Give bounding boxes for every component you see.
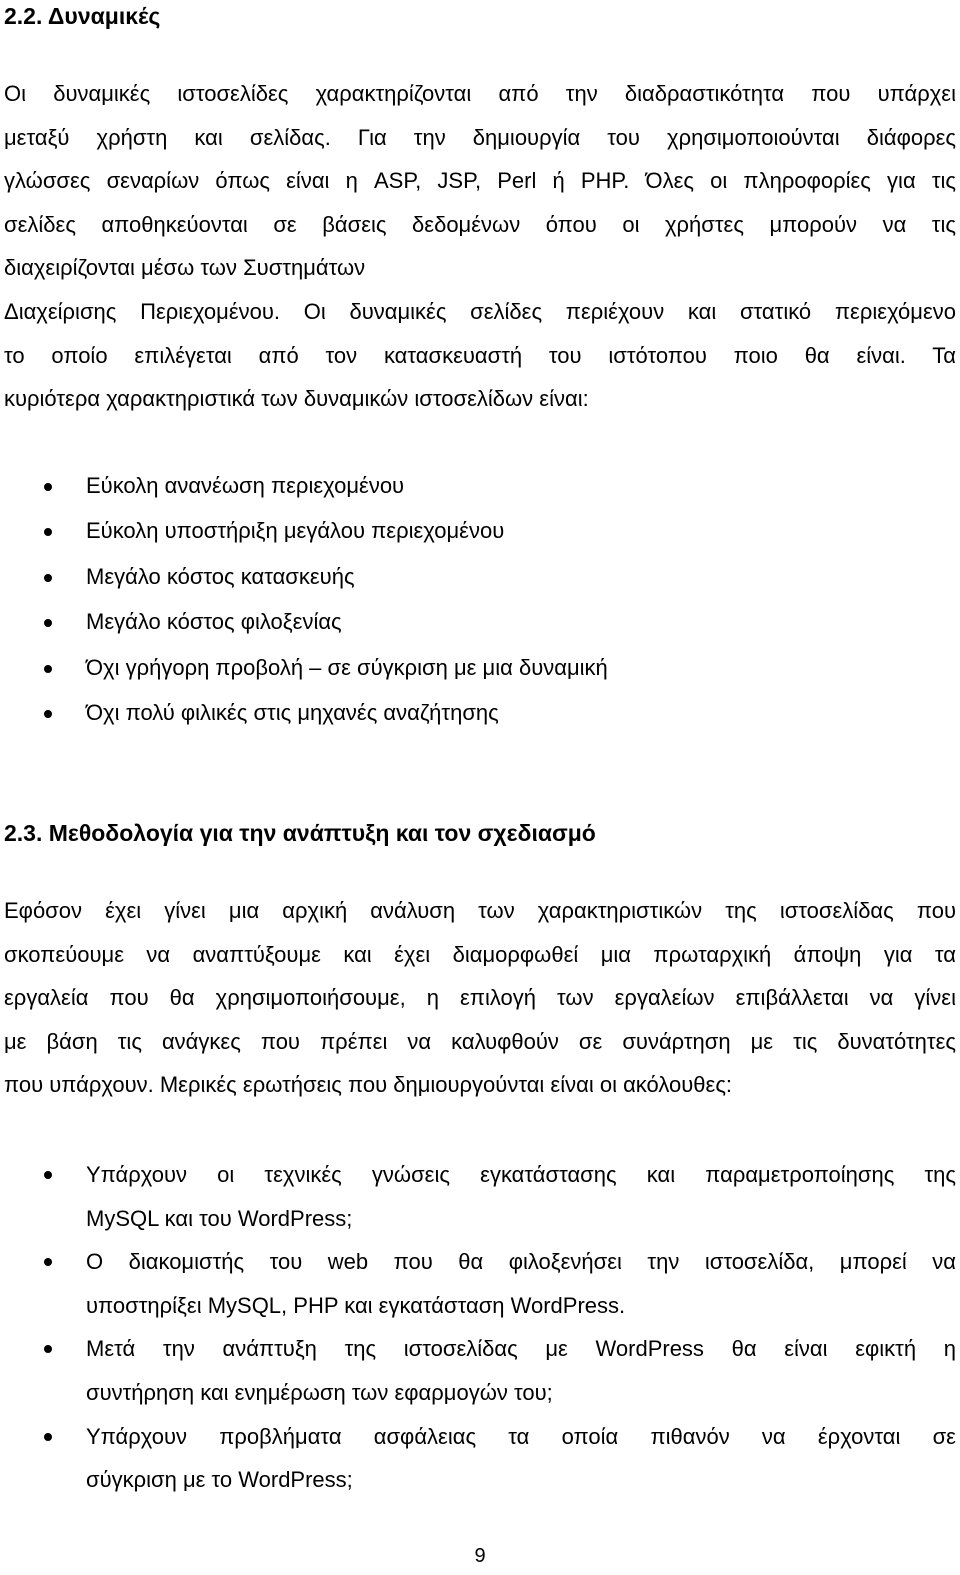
bullet-icon [44,574,52,582]
bullet-icon [44,483,52,491]
questions-bullet-list [0,1153,956,1502]
list-item-line: σύγκριση με το WordPress; [86,1467,353,1493]
list-item-text: Όχι γρήγορη προβολή – σε σύγκριση με μια δυναμική [86,654,608,680]
page-number: 9 [474,1545,486,1567]
section-2-3-paragraph [4,889,956,1107]
list-item-line: συντήρηση και ενημέρωση των εφαρμογών του; [86,1379,553,1405]
paragraph-line: εργαλεία που θα χρησιμοποιήσουμε, η επιλογή των εργαλείων επιβάλλεται να γίνει [4,985,956,1011]
bullet-icon [44,1345,52,1353]
list-item [0,1415,956,1502]
list-item-text: Μεγάλο κόστος κατασκευής [86,563,355,589]
list-item-text: Μεγάλο κόστος φιλοξενίας [86,609,342,635]
paragraph-line: με βάση τις ανάγκες που πρέπει να καλυφθούν σε συνάρτηση με τις δυνατότητες [4,1028,956,1054]
paragraph-line: το οποίο επιλέγεται από τον κατασκευαστή του ιστότοπου ποιο θα είναι. Τα [4,342,956,368]
paragraph-line: σελίδες αποθηκεύονται σε βάσεις δεδομένων όπου οι χρήστες μπορούν να τις [4,211,956,237]
paragraph-line: γλώσσες σεναρίων όπως είναι η ASP, JSP, Perl ή PHP. Όλες οι πληροφορίες για τις [4,168,956,194]
section-heading-2-3: 2.3. Μεθοδολογία για την ανάπτυξη και τον σχεδιασμό [4,820,596,846]
list-item-text: Εύκολη υποστήριξη μεγάλου περιεχομένου [86,518,505,544]
list-item [0,562,956,607]
section-heading-2-2: 2.2. Δυναμικές [4,3,161,29]
paragraph-line: σκοπεύουμε να αναπτύξουμε και έχει διαμορφωθεί μια πρωταρχική άποψη για τα [4,941,956,967]
list-item [0,698,956,743]
list-item-line: υποστηρίξει MySQL, PHP και εγκατάσταση WordPress. [86,1292,626,1318]
bullet-icon [44,619,52,627]
paragraph-line: Διαχείρισης Περιεχομένου. Οι δυναμικές σελίδες περιέχουν και στατικό περιεχόμενο [4,298,956,324]
paragraph-line: μεταξύ χρήστη και σελίδας. Για την δημιουργία του χρησιμοποιούνται διάφορες [4,124,956,150]
section-2-2-paragraph [4,72,956,421]
list-item-text: Όχι πολύ φιλικές στις μηχανές αναζήτησης [86,699,499,725]
list-item-line: MySQL και του WordPress; [86,1205,353,1231]
list-item-text: Εύκολη ανανέωση περιεχομένου [86,473,405,498]
list-item [0,607,956,652]
paragraph-line: που υπάρχουν. Μερικές ερωτήσεις που δημιουργούνται είναι οι ακόλουθες: [4,1072,733,1098]
bullet-icon [44,528,52,536]
paragraph-line: διαχειρίζονται μέσω των Συστημάτων [4,255,366,281]
list-item [0,516,956,561]
list-item [0,1240,956,1327]
list-item [0,471,956,516]
paragraph-line: Εφόσον έχει γίνει μια αρχική ανάλυση των χαρακτηριστικών της ιστοσελίδας που [4,898,956,923]
list-item [0,653,956,698]
bullet-icon [44,1171,52,1179]
bullet-icon [44,665,52,673]
bullet-icon [44,1433,52,1441]
paragraph-line: κυριότερα χαρακτηριστικά των δυναμικών ιστοσελίδων είναι: [4,386,589,412]
bullet-icon [44,1258,52,1266]
list-item [0,1153,956,1240]
list-item-line: Ο διακομιστής του web που θα φιλοξενήσει την ιστοσελίδα, μπορεί να [86,1249,956,1275]
list-item-line: Υπάρχουν προβλήματα ασφάλειας τα οποία πιθανόν να έρχονται σε [86,1423,956,1449]
features-bullet-list [0,471,956,743]
bullet-icon [44,710,52,718]
paragraph-line: Οι δυναμικές ιστοσελίδες χαρακτηρίζονται από την διαδραστικότητα που υπάρχει [4,81,956,106]
list-item-line: Μετά την ανάπτυξη της ιστοσελίδας με WordPress θα είναι εφικτή η [86,1336,956,1362]
list-item [0,1327,956,1414]
list-item-line: Υπάρχουν οι τεχνικές γνώσεις εγκατάστασης και παραμετροποίησης της [86,1162,956,1187]
